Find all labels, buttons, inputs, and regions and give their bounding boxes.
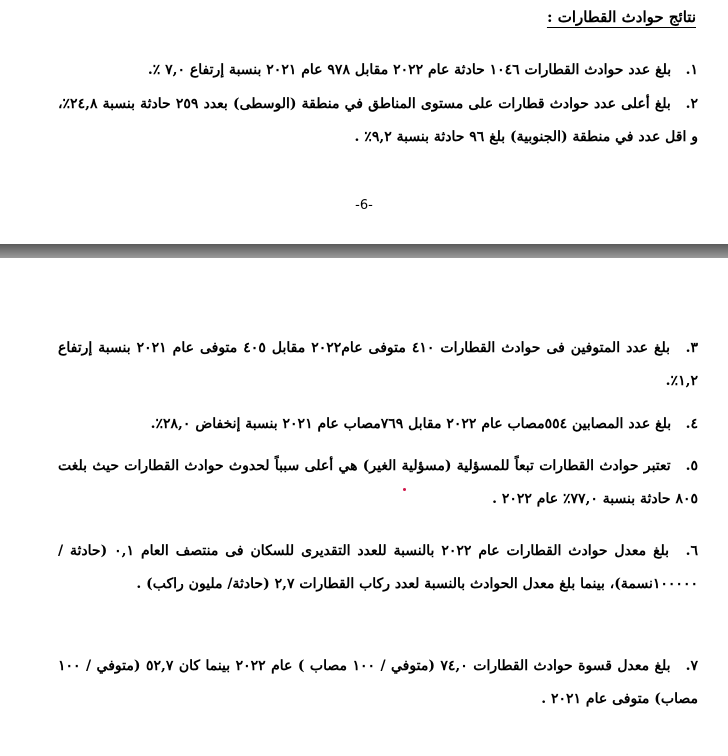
document-page-top [0, 0, 728, 244]
list-item [58, 332, 698, 398]
item-text: تعتبر حوادث القطارات تبعاً للمسؤلية (مسؤلية الغير) هي أعلى سبباً لحدوث حوادث القطارات حيث بلغت ٨٠٥ حادثة بنسبة ٧٧,٠٪ عام ٢٠٢٢ . [58, 458, 698, 507]
item-text: بلغ عدد المتوفين فى حوادث القطارات ٤١٠ متوفى عام٢٠٢٢ مقابل ٤٠٥ متوفى عام ٢٠٢١ بنسبة إرتفاع ١,٢٪. [58, 340, 698, 389]
item-number: ٧. [685, 658, 698, 674]
item-text: بلغ معدل حوادث القطارات عام ٢٠٢٢ بالنسبة للعدد التقديرى للسكان فى منتصف العام ٠,١ (حادثة / ١٠٠٠٠٠نسمة)، بينما بلغ معدل الحوادث بالنسبة لعدد ركاب القطارات ٢,٧ (حادثة/ مليون راكب) . [58, 543, 698, 592]
item-number: ٣. [685, 340, 698, 356]
item-text: بلغ معدل قسوة حوادث القطارات ٧٤,٠ (متوفي / ١٠٠ مصاب ) عام ٢٠٢٢ بينما كان ٥٢,٧ (متوفي / ١٠٠ مصاب) متوفى عام ٢٠٢١ . [58, 658, 698, 707]
section-heading: نتائج حوادث القطارات : [546, 8, 696, 26]
item-number: ٤. [685, 416, 698, 432]
stray-mark [403, 488, 406, 491]
item-text: بلغ عدد حوادث القطارات ١٠٤٦ حادثة عام ٢٠٢٢ مقابل ٩٧٨ عام ٢٠٢١ بنسبة إرتفاع ٧,٠ ٪. [147, 62, 672, 78]
document-page-bottom [0, 258, 728, 756]
item-number: ٢. [685, 96, 698, 112]
list-item [58, 408, 698, 441]
page-number: -6- [355, 198, 373, 213]
list-item [58, 88, 698, 154]
item-number: ٥. [685, 458, 699, 474]
list-item [58, 450, 698, 516]
list-item [58, 650, 698, 716]
page-separator [0, 244, 728, 258]
item-number: ١. [685, 62, 698, 78]
item-text: بلغ عدد المصابين ٥٥٤مصاب عام ٢٠٢٢ مقابل ٧٦٩مصاب عام ٢٠٢١ بنسبة إنخفاض ٢٨,٠٪. [150, 416, 672, 432]
list-item [58, 535, 698, 601]
item-text: بلغ أعلى عدد حوادث قطارات على مستوى المناطق في منطقة (الوسطى) بعدد ٢٥٩ حادثة بنسبة ٢٤,٨٪، و اقل عدد في منطقة (الجنوبية) بلغ ٩٦ حادثة بنسبة ٩,٢٪ . [58, 96, 698, 145]
item-number: ٦. [685, 543, 698, 559]
list-item [58, 54, 698, 87]
